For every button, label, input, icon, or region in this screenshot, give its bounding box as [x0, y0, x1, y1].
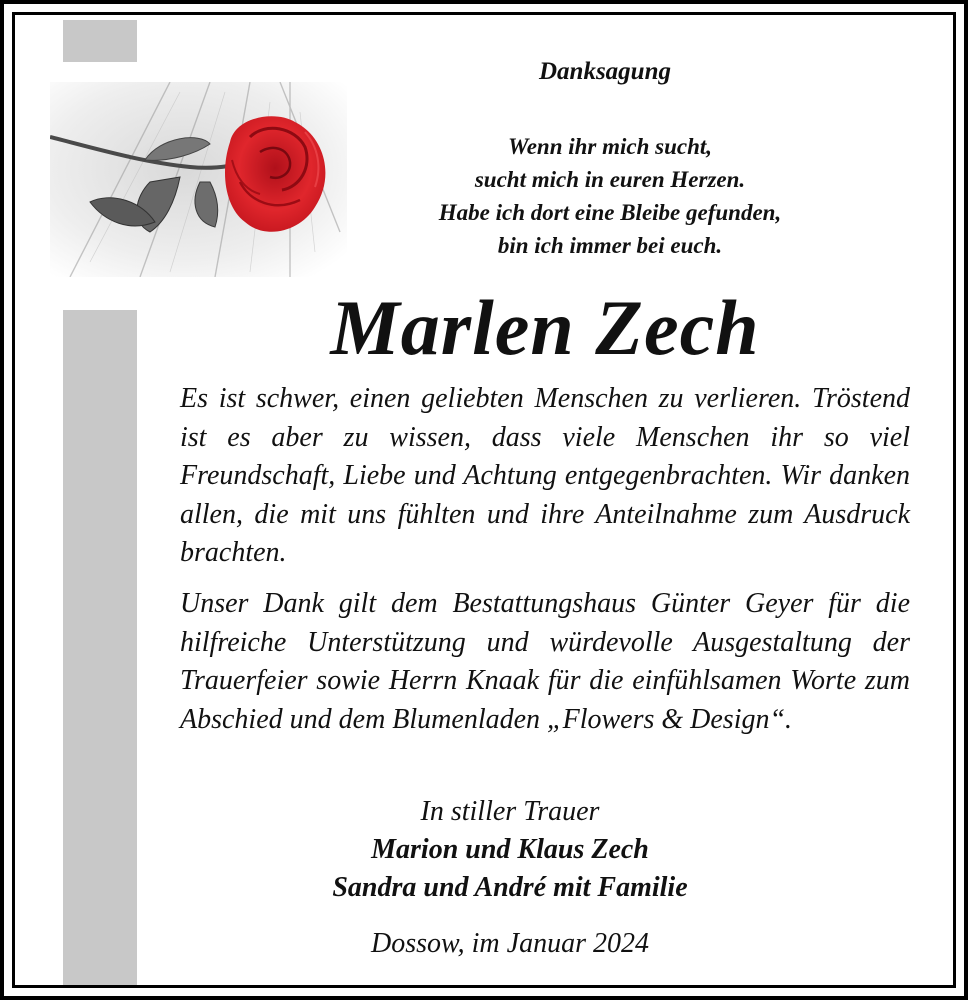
poem-line: Habe ich dort eine Bleibe gefunden,: [438, 200, 782, 225]
cross-top-bar: [63, 20, 137, 62]
red-rose-icon: [50, 82, 347, 277]
mourner-name: Marion und Klaus Zech: [371, 834, 649, 865]
thanks-paragraph-2: Unser Dank gilt dem Bestattungshaus Günter Geyer für die hilfreiche Unterstützung und würdevolle Ausgestaltung der Trauerfeier sowie Herrn Knaak für die einfühlsamen Worte zum Abschied und dem Blumenladen „Flowers & Design“.: [180, 588, 910, 735]
poem-line: bin ich immer bei euch.: [497, 233, 723, 258]
poem: [360, 130, 860, 262]
deceased-name: Marlen Zech: [330, 284, 760, 371]
thanks-paragraph-1: Es ist schwer, einen geliebten Menschen zu verlieren. Tröstend ist es aber zu wissen, dass viele Menschen ihr so viel Freundschaft, Liebe und Achtung entgegenbrachten. Wir danken allen, die mit uns fühlten und ihre Anteilnahme zum Ausdruck brachten.: [180, 383, 910, 568]
cross-vertical-bar: [63, 310, 137, 985]
place-date: Dossow, im Januar 2024: [371, 928, 649, 959]
mourning-line: In stiller Trauer: [420, 796, 600, 827]
heading-danksagung: Danksagung: [539, 58, 671, 85]
poem-line: sucht mich in euren Herzen.: [474, 167, 746, 192]
mourner-name: Sandra und André mit Familie: [332, 872, 688, 903]
poem-line: Wenn ihr mich sucht,: [507, 134, 713, 159]
rose-photo: [50, 82, 347, 277]
